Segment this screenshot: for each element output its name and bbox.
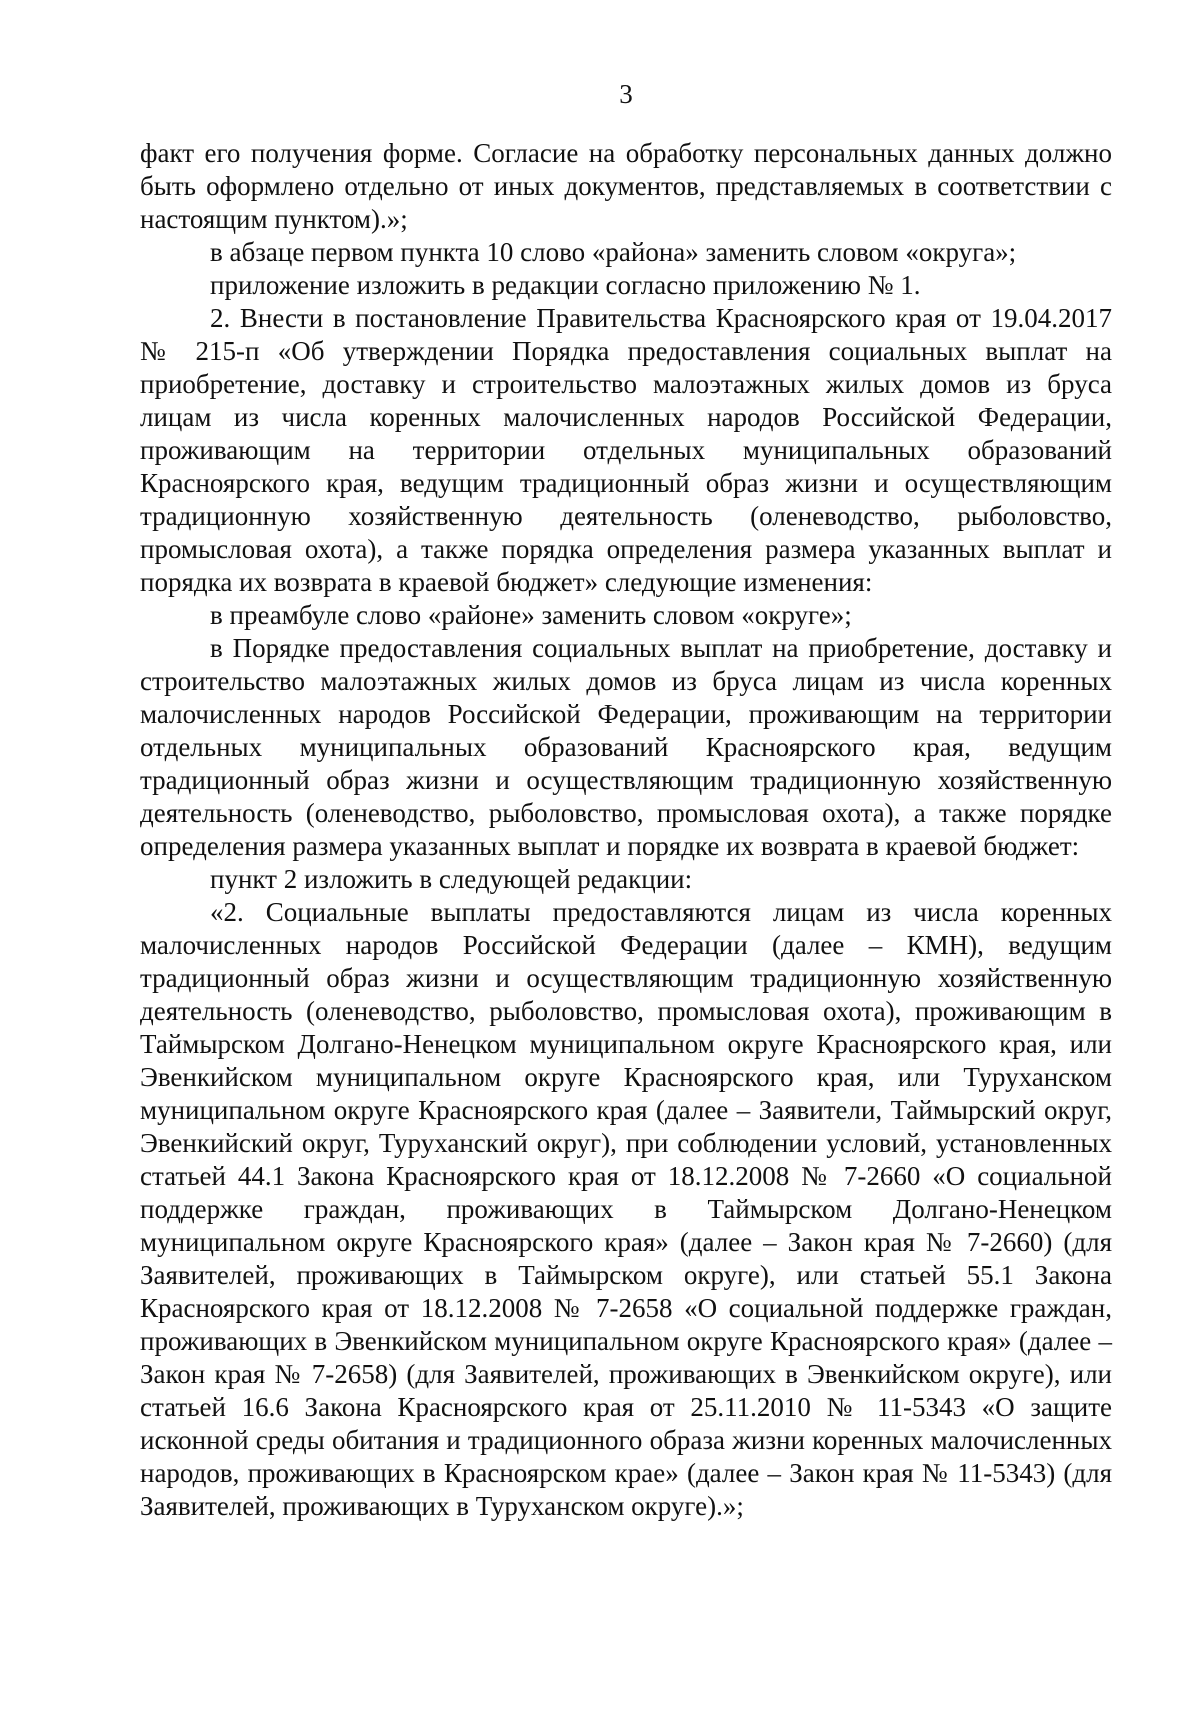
- paragraph-new-punkt-2: «2. Социальные выплаты предоставляются лицам из числа коренных малочисленных народов Российской Федерации (далее – КМН), ведущим традиционный образ жизни и осуществляющим традиционную хозяйственную деятельность (оленеводство, рыболовство, промысловая охота), проживающим в Таймырском Долгано-Ненецком муниципальном округе Красноярского края, или Эвенкийском муниципальном округе Красноярского края, или Туруханском муниципальном округе Красноярского края (далее – Заявители, Таймырский округ, Эвенкийский округ, Туруханский округ), при соблюдении условий, установленных статьей 44.1 Закона Красноярского края от 18.12.2008 № 7-2660 «О социальной поддержке граждан, проживающих в Таймырском Долгано-Ненецком муниципальном округе Красноярского края» (далее – Закон края № 7-2660) (для Заявителей, проживающих в Таймырском округе), или статьей 55.1 Закона Красноярского края от 18.12.2008 № 7-2658 «О социальной поддержке граждан, проживающих в Эвенкийском муниципальном округе Красноярского края» (далее – Закон края № 7-2658) (для Заявителей, проживающих в Эвенкийском округе), или статьей 16.6 Закона Красноярского края от 25.11.2010 № 11-5343 «О защите исконной среды обитания и традиционного образа жизни коренных малочисленных народов, проживающих в Красноярском крае» (далее – Закон края № 11-5343) (для Заявителей, проживающих в Туруханском округе).»;: [140, 897, 1112, 1521]
- paragraph-continuation: факт его получения форме. Согласие на обработку персональных данных должно быть оформлено отдельно от иных документов, представляемых в соответствии с настоящим пунктом).»;: [140, 138, 1112, 234]
- paragraph-abzac-10: в абзаце первом пункта 10 слово «района» заменить словом «округа»;: [210, 237, 1017, 267]
- paragraph-punkt-2-redakcia: пункт 2 изложить в следующей редакции:: [210, 864, 693, 894]
- paragraph-punkt-2: 2. Внести в постановление Правительства Красноярского края от 19.04.2017 № 215-п «Об утверждении Порядка предоставления социальных выплат на приобретение, доставку и строительство малоэтажных жилых домов из бруса лицам из числа коренных малочисленных народов Российской Федерации, проживающим на территории отдельных муниципальных образований Красноярского края, ведущим традиционный образ жизни и осуществляющим традиционную хозяйственную деятельность (оленеводство, рыболовство, промысловая охота), а также порядка определения размера указанных выплат и порядка их возврата в краевой бюджет» следующие изменения:: [140, 303, 1112, 597]
- paragraph-v-poryadke: в Порядке предоставления социальных выплат на приобретение, доставку и строительство малоэтажных жилых домов из бруса лицам из числа коренных малочисленных народов Российской Федерации, проживающим на территории отдельных муниципальных образований Красноярского края, ведущим традиционный образ жизни и осуществляющим традиционную хозяйственную деятельность (оленеводство, рыболовство, промысловая охота), а также порядке определения размера указанных выплат и порядке их возврата в краевой бюджет:: [140, 633, 1112, 861]
- page-number: 3: [619, 79, 633, 109]
- paragraph-preambula: в преамбуле слово «районе» заменить словом «округе»;: [210, 600, 852, 630]
- paragraph-prilozhenie: приложение изложить в редакции согласно приложению № 1.: [210, 270, 921, 300]
